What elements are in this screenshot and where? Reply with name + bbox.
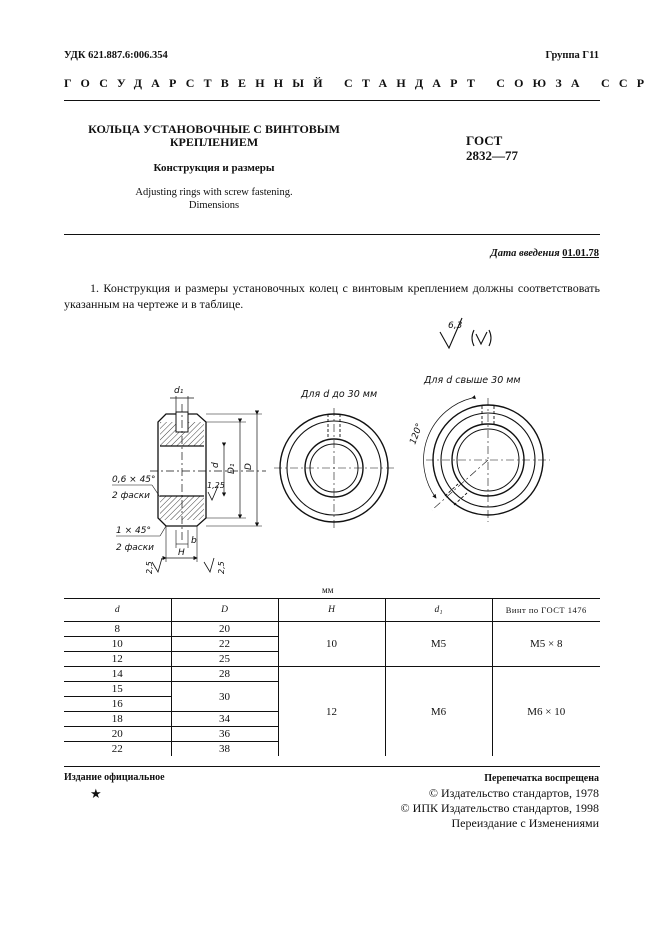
col-header-d: d: [64, 599, 171, 622]
introduction-date-label: Дата введения: [490, 248, 560, 259]
chamfer2-count: 2 фаски: [116, 543, 155, 553]
cell-d: 18: [64, 712, 171, 727]
cell-D: 38: [171, 742, 278, 757]
rough-left-label: 2,5: [145, 561, 154, 574]
dim-D-label: D: [244, 463, 254, 470]
roughness-125: 1,25: [207, 481, 225, 490]
cell-screw: M6 × 10: [492, 667, 600, 757]
udk-code: УДК 621.887.6:006.354: [64, 50, 168, 61]
caption-over-30: Для d свыше 30 мм: [424, 375, 521, 386]
front-view-large: [408, 375, 550, 522]
cell-d: 22: [111, 743, 123, 755]
table-row: [64, 667, 600, 682]
cell-d: 20: [64, 727, 171, 742]
bottom-rule: [64, 766, 600, 767]
publisher-info: [401, 771, 599, 831]
reissue-note: Переиздание с Изменениями: [451, 816, 599, 830]
dimensions-table: [64, 598, 600, 756]
col-header-d1: d₁: [385, 599, 492, 622]
cell-H: 10: [278, 622, 385, 667]
cell-H: 12: [278, 667, 385, 757]
gost-label: ГОСТ: [466, 133, 503, 148]
english-title-line2: Dimensions: [188, 200, 240, 211]
cell-D: 28: [171, 667, 278, 682]
dim-d-label: d: [211, 462, 221, 468]
dim-H-label: H: [178, 548, 185, 558]
cell-d1: M6: [385, 667, 492, 757]
roughness-value: 6,3: [448, 321, 463, 331]
cell-d1: M5: [385, 622, 492, 667]
reprint-forbidden: Перепечатка воспрещена: [484, 773, 599, 784]
official-edition: Издание официальное: [64, 772, 165, 783]
cell-D: 36: [171, 727, 278, 742]
cell-screw: M5 × 8: [492, 622, 600, 667]
dim-d1-label: d₁: [174, 386, 184, 396]
group-code: Группа Г11: [545, 50, 599, 61]
cell-D: 30: [171, 682, 278, 712]
table-row: [64, 622, 600, 637]
english-title-line1: Adjusting rings with screw fastening.: [135, 187, 293, 198]
chamfer1-size: 0,6 × 45°: [112, 475, 156, 485]
dim-b-label: b: [191, 536, 197, 546]
cell-d: 10: [64, 637, 171, 652]
document-subtitle: Конструкция и размеры: [153, 162, 275, 174]
star-icon: ★: [90, 786, 102, 801]
copyright-1978: © Издательство стандартов, 1978: [428, 786, 599, 800]
cell-d: 16: [64, 697, 171, 712]
unit-label: мм: [322, 585, 334, 595]
gost-number: 2832—77: [466, 148, 518, 163]
document-title: КОЛЬЦА УСТАНОВОЧНЫЕ С ВИНТОВЫМ КРЕПЛЕНИЕМ: [88, 122, 340, 149]
cell-D: 20: [171, 622, 278, 637]
cell-D: 22: [171, 637, 278, 652]
col-header-screw: Винт по ГОСТ 1476: [492, 599, 600, 622]
section-view: [112, 386, 266, 574]
chamfer1-count: 2 фаски: [112, 491, 151, 501]
cell-D: 25: [171, 652, 278, 667]
front-view-small: [274, 389, 394, 530]
roughness-symbol: [440, 318, 491, 348]
caption-up-to-30: Для d до 30 мм: [301, 389, 378, 400]
chamfer2-size: 1 × 45°: [116, 526, 151, 536]
clause-1: 1. Конструкция и размеры установочных колец с винтовым креплением должны соответствовать указанным на чертеже и в таблице.: [64, 281, 600, 311]
col-header-H: H: [278, 599, 385, 622]
introduction-date-value: 01.01.78: [562, 248, 599, 259]
angle-label: 120°: [408, 422, 426, 446]
state-standard-banner: ГОСУДАРСТВЕННЫЙ СТАНДАРТ СОЮЗА ССР: [64, 76, 654, 90]
col-header-D: D: [171, 599, 278, 622]
rough-right-label: 2,5: [217, 561, 226, 574]
cell-d: 8: [64, 622, 171, 637]
cell-d: 15: [64, 682, 171, 697]
cell-d: 12: [64, 652, 171, 667]
cell-d: 14: [64, 667, 171, 682]
copyright-1998: © ИПК Издательство стандартов, 1998: [400, 801, 599, 815]
cell-D: 34: [171, 712, 278, 727]
table-header-row: [64, 599, 600, 622]
dim-D1-label: D₁: [227, 463, 237, 474]
